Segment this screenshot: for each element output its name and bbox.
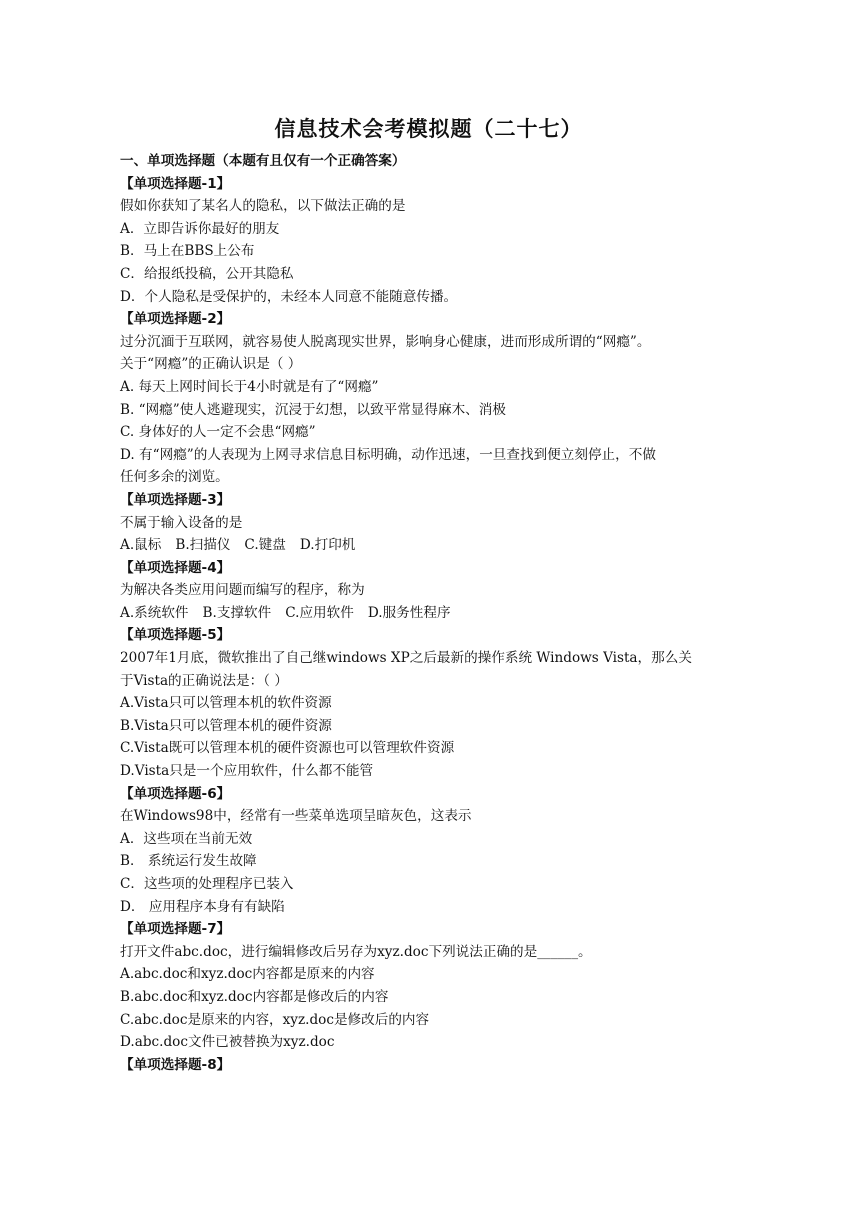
option-d: D．个人隐私是受保护的，未经本人同意不能随意传播。 (120, 288, 458, 305)
question-stem: 过分沉湎于互联网，就容易使人脱离现实世界，影响身心健康，进而形成所谓的“网瘾”。 (120, 333, 651, 350)
question-stem: 于Vista的正确说法是：（ ） (120, 672, 288, 689)
question-2 (120, 308, 750, 489)
option-b: B. “网瘾”使人逃避现实，沉浸于幻想，以致平常显得麻木、消极 (120, 401, 506, 418)
question-stem: 在Windows98中，经常有一些菜单选项呈暗灰色，这表示 (120, 808, 472, 825)
question-stem: 为解决各类应用问题而编写的程序，称为 (120, 582, 365, 599)
section-heading: 一、单项选择题（本题有且仅有一个正确答案） (120, 153, 406, 169)
question-1 (120, 173, 750, 309)
question-stem: 关于“网瘾”的正确认识是（ ） (120, 356, 302, 373)
option-a: A．立即告诉你最好的朋友 (120, 220, 280, 237)
question-heading: 【单项选择题-4】 (120, 559, 231, 576)
option-a: A.Vista只可以管理本机的软件资源 (120, 695, 332, 712)
question-5 (120, 624, 750, 782)
option-b: B.扫描仪 (175, 537, 231, 554)
question-heading: 【单项选择题-3】 (120, 491, 231, 508)
option-c: C.Vista既可以管理本机的硬件资源也可以管理软件资源 (120, 740, 455, 757)
option-b: B．马上在BBS上公布 (120, 243, 255, 260)
document-body (120, 150, 750, 1076)
option-d: D.服务性程序 (367, 604, 451, 621)
option-a: A.系统软件 (120, 604, 189, 621)
option-d: D.Vista只是一个应用软件，什么都不能管 (120, 763, 374, 780)
option-c: C．这些项的处理程序已装入 (120, 876, 294, 892)
option-a: A.abc.doc和xyz.doc内容都是原来的内容 (120, 966, 375, 983)
question-heading: 【单项选择题-6】 (120, 785, 231, 802)
option-b: B.Vista只可以管理本机的硬件资源 (120, 717, 332, 734)
option-a: A. 每天上网时间长于4小时就是有了“网瘾” (120, 378, 379, 395)
question-heading: 【单项选择题-2】 (120, 311, 231, 328)
option-b: B.abc.doc和xyz.doc内容都是修改后的内容 (120, 988, 389, 1005)
option-d: D. 有“网瘾”的人表现为上网寻求信息目标明确，动作迅速，一旦查找到便立刻停止，不做 (120, 446, 656, 463)
question-8 (120, 1054, 750, 1077)
question-heading: 【单项选择题-5】 (120, 627, 231, 644)
option-c: C.abc.doc是原来的内容，xyz.doc是修改后的内容 (120, 1011, 430, 1028)
option-d: D． 应用程序本身有有缺陷 (120, 898, 285, 915)
question-stem: 不属于输入设备的是 (120, 514, 243, 531)
option-c: C.应用软件 (285, 604, 354, 621)
option-b: B． 系统运行发生故障 (120, 853, 257, 870)
question-heading: 【单项选择题-7】 (120, 921, 231, 938)
document-title: 信息技术会考模拟题（二十七） (274, 117, 583, 141)
option-c: C.键盘 (244, 537, 286, 554)
option-c: C．给报纸投稿，公开其隐私 (120, 265, 294, 282)
question-heading: 【单项选择题-1】 (120, 175, 231, 192)
option-a: A.鼠标 (120, 537, 162, 554)
options-inline (120, 534, 750, 557)
option-a: A．这些项在当前无效 (120, 830, 253, 847)
question-7 (120, 918, 750, 1054)
option-d: D.abc.doc文件已被替换为xyz.doc (120, 1034, 335, 1051)
option-d: D.打印机 (299, 537, 356, 554)
question-4 (120, 557, 750, 625)
options-inline (120, 602, 750, 625)
question-stem: 打开文件abc.doc，进行编辑修改后另存为xyz.doc下列说法正确的是______。 (120, 943, 592, 960)
question-3 (120, 489, 750, 557)
question-heading: 【单项选择题-8】 (120, 1056, 231, 1073)
question-6 (120, 783, 750, 919)
option-c: C. 身体好的人一定不会患“网瘾” (120, 424, 316, 441)
option-b: B.支撑软件 (202, 604, 272, 621)
question-stem: 假如你获知了某名人的隐私，以下做法正确的是 (120, 198, 406, 215)
question-stem: 2007年1月底，微软推出了自己继windows XP之后最新的操作系统 Windows Vista，那么关 (120, 650, 692, 667)
option-d-continued: 任何多余的浏览。 (120, 469, 229, 486)
